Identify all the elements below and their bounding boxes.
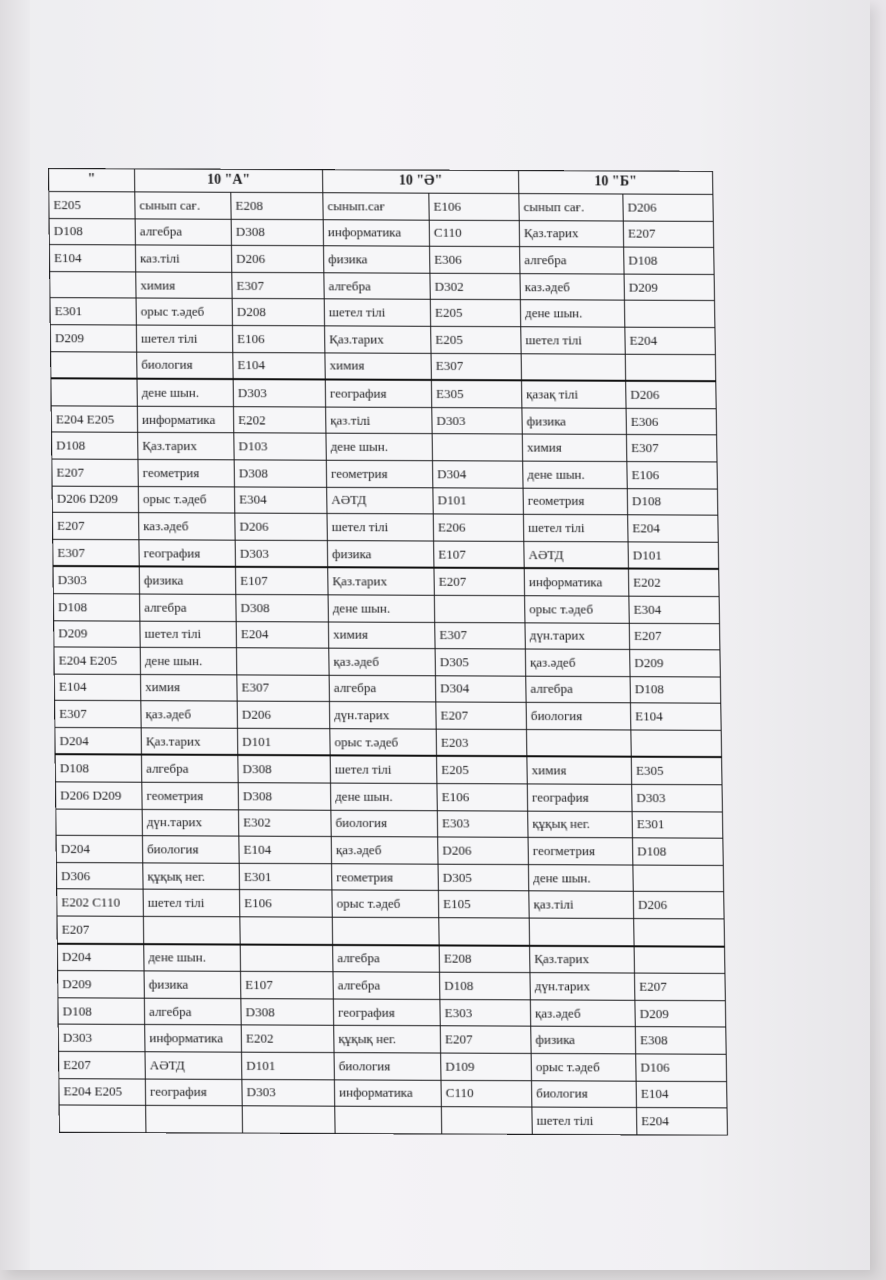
cell-10ae-room: E105 xyxy=(438,891,529,918)
table-row xyxy=(50,325,715,355)
cell-10a-subject: дүн.тарих xyxy=(142,809,239,836)
cell-10b-subject xyxy=(529,918,634,946)
paper-fold-shadow xyxy=(0,0,30,1270)
cell-10a-room: D308 xyxy=(241,998,334,1025)
cell-10a-subject: Қаз.тарих xyxy=(138,433,234,460)
cell-10b-room: D209 xyxy=(635,1000,726,1027)
table-row xyxy=(54,620,720,650)
table-row xyxy=(51,406,716,436)
table-row xyxy=(58,998,726,1028)
cell-10a-room: D206 xyxy=(235,513,328,540)
cell-10ae-room xyxy=(434,595,525,622)
cell-10b-room: E204 xyxy=(625,327,716,354)
cell-10b-room: E207 xyxy=(629,623,720,650)
cell-10b-room: E104 xyxy=(630,703,721,730)
cell-10b-subject: орыс т.әдеб xyxy=(531,1053,636,1080)
cell-10ae-subject: шетел тілі xyxy=(327,514,434,541)
cell-10b-subject: геогметрия xyxy=(528,838,633,865)
cell-10a-subject: информатика xyxy=(145,1025,242,1052)
table-row xyxy=(59,1105,727,1135)
cell-prev-room: D108 xyxy=(58,998,145,1025)
cell-10ae-subject: сынып.сағ xyxy=(323,193,429,220)
cell-prev-room: E204 E205 xyxy=(54,647,141,674)
cell-10b-subject: химия xyxy=(527,757,632,785)
cell-10ae-subject: дене шын. xyxy=(328,595,435,622)
cell-10ae-room: E106 xyxy=(437,784,528,811)
cell-10b-subject: АӘТД xyxy=(524,541,629,569)
table-row xyxy=(55,755,722,785)
cell-10a-subject: алгебра xyxy=(135,218,231,245)
cell-10b-room: E301 xyxy=(632,811,723,838)
cell-10a-room: D303 xyxy=(242,1079,335,1106)
cell-10ae-subject: құқық нег. xyxy=(334,1026,441,1053)
cell-10b-subject: химия xyxy=(522,434,627,461)
cell-10ae-subject: география xyxy=(333,999,440,1026)
cell-10a-room: E202 xyxy=(241,1025,334,1052)
cell-10a-subject: Қаз.тарих xyxy=(141,728,238,756)
cell-10a-room: D208 xyxy=(232,299,324,326)
cell-10a-room: D308 xyxy=(238,783,331,810)
cell-10a-subject: геометрия xyxy=(138,459,235,486)
table-row xyxy=(51,432,717,462)
cell-10ae-room: E306 xyxy=(430,246,520,273)
cell-10ae-subject: Қаз.тарих xyxy=(328,568,435,596)
cell-10a-subject: орыс т.әдеб xyxy=(138,486,235,513)
cell-10ae-subject: алгебра xyxy=(333,972,440,999)
cell-10b-subject: қаз.әдеб xyxy=(530,1000,635,1027)
cell-10b-room: E204 xyxy=(628,515,719,542)
cell-10ae-subject: химия xyxy=(325,352,431,380)
cell-10a-room: E307 xyxy=(232,272,324,299)
cell-10a-room: E208 xyxy=(231,192,323,219)
cell-10a-subject: орыс т.әдеб xyxy=(136,298,232,325)
cell-10b-subject: шетел тілі xyxy=(521,327,626,354)
cell-10b-subject: каз.әдеб xyxy=(520,273,624,300)
cell-10b-room: D108 xyxy=(632,838,723,865)
table-row xyxy=(56,836,723,866)
cell-10ae-room: E206 xyxy=(433,514,524,541)
cell-10b-subject: қаз.тілі xyxy=(529,891,634,918)
cell-prev-room: D204 xyxy=(55,727,142,755)
cell-10ae-subject: дүн.тарих xyxy=(329,702,436,729)
cell-10a-subject: география xyxy=(145,1079,242,1106)
cell-10a-room: E104 xyxy=(233,352,325,380)
cell-10a-room: D308 xyxy=(238,755,331,783)
cell-10b-subject: дүн.тарих xyxy=(525,622,630,649)
table-row xyxy=(59,1051,727,1081)
cell-10a-room xyxy=(240,944,333,972)
cell-prev-room xyxy=(59,1105,146,1132)
table-row xyxy=(55,727,722,757)
cell-10b-room: D209 xyxy=(624,274,714,301)
cell-10ae-subject: қаз.тілі xyxy=(326,407,433,434)
cell-10a-room xyxy=(236,648,329,675)
cell-10b-subject: Қаз.тарих xyxy=(519,220,623,247)
cell-10a-room: D101 xyxy=(242,1052,335,1079)
cell-10a-room: E106 xyxy=(232,325,324,352)
cell-10a-subject: дене шын. xyxy=(144,944,241,972)
cell-10ae-subject xyxy=(332,917,439,945)
header-class-10b: 10 "Б" xyxy=(519,171,713,195)
cell-10b-subject: сынып сағ. xyxy=(519,194,623,221)
cell-10ae-room: E205 xyxy=(437,756,528,784)
cell-10ae-room: D305 xyxy=(438,864,529,891)
cell-10b-room: D108 xyxy=(624,247,714,274)
cell-10b-subject: Қаз.тарих xyxy=(530,945,635,973)
cell-prev-room xyxy=(56,809,143,836)
table-row xyxy=(58,971,726,1001)
cell-10ae-room: D101 xyxy=(433,487,524,514)
cell-10b-room xyxy=(633,865,724,892)
cell-10ae-room: E106 xyxy=(429,193,519,220)
cell-prev-room: E207 xyxy=(59,1051,146,1078)
cell-10a-subject: информатика xyxy=(137,406,233,433)
cell-10ae-room: E303 xyxy=(440,999,531,1026)
cell-10a-subject: дене шын. xyxy=(137,379,233,407)
cell-10ae-room: D305 xyxy=(435,649,526,676)
cell-prev-room: D108 xyxy=(55,755,142,783)
cell-10b-subject: дүн.тарих xyxy=(530,973,635,1000)
cell-10b-room: D206 xyxy=(633,892,724,919)
table-row xyxy=(58,1024,726,1054)
table-row xyxy=(55,782,722,812)
cell-prev-room xyxy=(51,351,137,379)
table-row xyxy=(53,539,719,569)
cell-10a-subject: сынып сағ. xyxy=(135,192,231,219)
cell-prev-room: E307 xyxy=(53,539,140,567)
cell-10a-room: E107 xyxy=(241,972,334,999)
cell-10a-subject: биология xyxy=(137,352,233,380)
table-row xyxy=(49,245,714,275)
cell-10ae-subject: физика xyxy=(327,540,434,568)
table-row xyxy=(53,566,719,596)
cell-10b-subject: физика xyxy=(522,408,627,435)
cell-10b-room: E104 xyxy=(636,1081,727,1108)
cell-10a-subject xyxy=(143,916,240,944)
cell-10a-room xyxy=(242,1106,335,1133)
cell-10ae-subject: шетел тілі xyxy=(324,299,430,326)
cell-10a-subject: алгебра xyxy=(140,594,237,621)
cell-10ae-subject: алгебра xyxy=(324,273,430,300)
cell-10a-subject: география xyxy=(139,539,236,567)
table-row xyxy=(49,218,714,248)
table-row xyxy=(51,378,716,408)
cell-10ae-room: D303 xyxy=(432,407,523,434)
cell-10a-subject: каз.тілі xyxy=(135,245,231,272)
cell-10ae-subject: алгебра xyxy=(333,945,440,973)
cell-prev-room: D206 D209 xyxy=(52,486,138,513)
cell-10b-room: E207 xyxy=(623,221,713,248)
cell-10a-room: E106 xyxy=(240,890,333,917)
cell-prev-room: D108 xyxy=(51,432,137,459)
table-row xyxy=(57,889,724,919)
cell-10ae-subject: орыс т.әдеб xyxy=(332,890,439,917)
cell-10a-subject: алгебра xyxy=(141,755,238,783)
cell-10b-room xyxy=(634,919,725,947)
table-row xyxy=(56,862,723,892)
cell-10b-room: E106 xyxy=(627,461,718,488)
table-row xyxy=(59,1078,727,1108)
cell-10ae-subject: геометрия xyxy=(332,864,439,891)
cell-prev-room: E307 xyxy=(55,701,142,728)
cell-prev-room: E104 xyxy=(49,245,135,272)
cell-10a-subject: құқық нег. xyxy=(143,863,240,890)
cell-10ae-room xyxy=(439,918,530,946)
header-cell-prev: " xyxy=(49,169,135,192)
cell-prev-room xyxy=(50,271,136,298)
cell-10a-subject: каз.әдеб xyxy=(139,513,236,540)
cell-10a-subject: биология xyxy=(142,836,239,863)
cell-10ae-room: D302 xyxy=(430,273,520,300)
cell-10ae-room: E208 xyxy=(439,945,530,973)
cell-prev-room: D209 xyxy=(50,325,136,352)
cell-10b-room xyxy=(631,730,722,758)
cell-10ae-subject: шетел тілі xyxy=(330,756,437,784)
cell-10b-room xyxy=(624,300,714,327)
cell-10a-subject: шетел тілі xyxy=(136,325,232,352)
cell-10ae-subject: алгебра xyxy=(329,675,436,702)
table-row xyxy=(50,298,715,328)
cell-prev-room: E301 xyxy=(50,298,136,325)
cell-10ae-room: E205 xyxy=(430,300,520,327)
cell-10ae-room: E207 xyxy=(434,568,525,596)
cell-10b-subject: геометрия xyxy=(523,488,628,515)
cell-10a-subject: физика xyxy=(139,567,236,595)
cell-10a-subject xyxy=(146,1106,243,1133)
cell-10ae-room: C110 xyxy=(429,220,519,247)
cell-10a-subject: шетел тілі xyxy=(143,890,240,917)
table-row xyxy=(54,674,721,704)
cell-prev-room: D108 xyxy=(49,218,135,245)
cell-10a-subject: қаз.әдеб xyxy=(141,701,238,728)
cell-10a-room: E204 xyxy=(236,621,329,648)
cell-10ae-subject: биология xyxy=(334,1053,441,1080)
cell-10b-subject: дене шын. xyxy=(520,300,624,327)
table-row xyxy=(52,486,718,516)
cell-10a-room: E304 xyxy=(234,486,327,513)
cell-prev-room: E207 xyxy=(52,459,138,486)
cell-10ae-room: D304 xyxy=(432,461,523,488)
cell-10a-subject: АӘТД xyxy=(145,1052,242,1079)
cell-prev-room xyxy=(51,378,137,406)
cell-prev-room: D209 xyxy=(54,620,141,647)
cell-10ae-room: D304 xyxy=(435,675,526,702)
cell-10b-room: D108 xyxy=(630,676,721,703)
cell-10a-room: E202 xyxy=(233,406,325,433)
cell-10ae-subject: геометрия xyxy=(326,460,433,487)
cell-prev-room: D303 xyxy=(58,1024,145,1051)
cell-10b-room xyxy=(634,946,725,974)
cell-10a-room: E104 xyxy=(239,836,332,863)
cell-10b-room: D106 xyxy=(636,1054,727,1081)
cell-10b-room: D101 xyxy=(628,542,719,570)
cell-10b-subject: құқық нег. xyxy=(528,811,633,838)
cell-prev-room: E204 E205 xyxy=(51,406,137,433)
cell-10b-subject: қаз.әдеб xyxy=(525,649,630,676)
cell-10b-subject: орыс т.әдеб xyxy=(525,596,630,623)
cell-10a-room: E107 xyxy=(235,567,328,595)
table-row xyxy=(49,192,714,222)
header-class-10a: 10 "А" xyxy=(135,169,323,193)
cell-10a-room: D303 xyxy=(233,379,325,407)
cell-10ae-room: E205 xyxy=(431,326,521,353)
cell-10b-room: E304 xyxy=(629,596,720,623)
cell-10b-room: D209 xyxy=(630,650,721,677)
table-row xyxy=(52,512,718,542)
table-row xyxy=(54,647,720,677)
cell-prev-room: D204 xyxy=(56,836,143,863)
cell-10a-room xyxy=(240,917,333,945)
cell-10ae-room: D206 xyxy=(438,837,529,864)
cell-10ae-subject: география xyxy=(325,380,432,408)
cell-10b-room: D206 xyxy=(626,381,717,409)
table-row xyxy=(52,459,718,489)
cell-10ae-room xyxy=(441,1107,532,1134)
cell-10ae-room: E305 xyxy=(431,380,522,408)
cell-10b-room: E207 xyxy=(635,973,726,1000)
cell-10a-room: D308 xyxy=(231,219,323,246)
table-row xyxy=(57,943,725,973)
cell-10ae-room: D109 xyxy=(441,1053,532,1080)
cell-10a-subject: геометрия xyxy=(142,782,239,809)
cell-10a-room: D101 xyxy=(237,728,330,756)
cell-prev-room: D303 xyxy=(53,566,140,594)
header-class-10ae: 10 "Ә" xyxy=(323,170,519,194)
cell-10b-room: D108 xyxy=(627,488,718,515)
cell-10b-subject: алгебра xyxy=(520,247,624,274)
cell-prev-room: E207 xyxy=(57,916,144,944)
cell-10b-room: E306 xyxy=(626,408,717,435)
cell-prev-room: D206 D209 xyxy=(55,782,142,809)
cell-10ae-subject: информатика xyxy=(323,219,429,246)
cell-prev-room: E205 xyxy=(49,192,135,219)
cell-10a-subject: физика xyxy=(144,971,241,998)
cell-10ae-room: E207 xyxy=(436,702,527,729)
timetable-body xyxy=(49,192,728,1135)
cell-10ae-room: E203 xyxy=(436,729,527,757)
cell-10b-subject xyxy=(527,729,632,757)
cell-10ae-room: E303 xyxy=(437,810,528,837)
table-row xyxy=(53,594,719,624)
cell-10a-room: D206 xyxy=(231,246,323,273)
cell-10ae-subject: дене шын. xyxy=(326,433,433,460)
cell-prev-room: D204 xyxy=(57,943,144,971)
cell-10a-subject: дене шын. xyxy=(140,647,237,674)
cell-10b-room: D303 xyxy=(632,784,723,811)
cell-10ae-room: D108 xyxy=(440,972,531,999)
timetable-wrapper xyxy=(48,168,723,1135)
cell-10b-room: E308 xyxy=(635,1027,726,1054)
cell-10a-room: D303 xyxy=(235,540,328,568)
cell-10a-room: D206 xyxy=(237,701,330,728)
cell-10ae-subject: химия xyxy=(328,621,435,648)
cell-10ae-room: E207 xyxy=(440,1026,531,1053)
cell-10b-subject xyxy=(521,353,626,381)
table-row xyxy=(56,809,723,839)
cell-10b-room: E305 xyxy=(631,757,722,785)
cell-10b-subject: биология xyxy=(526,703,631,730)
table-row xyxy=(57,916,725,946)
cell-10b-room: E204 xyxy=(637,1108,728,1135)
cell-10b-room: E202 xyxy=(628,569,719,597)
cell-10b-subject: қазақ тілі xyxy=(522,380,627,408)
cell-10ae-subject: қаз.әдеб xyxy=(329,648,436,675)
cell-prev-room: E202 C110 xyxy=(57,889,144,916)
cell-prev-room: D108 xyxy=(53,594,140,621)
cell-10ae-subject: қаз.әдеб xyxy=(331,837,438,864)
cell-10a-subject: алгебра xyxy=(144,998,241,1025)
cell-prev-room: D209 xyxy=(58,971,145,998)
cell-10b-subject: физика xyxy=(531,1027,636,1054)
cell-10a-subject: химия xyxy=(141,674,238,701)
cell-10b-subject: биология xyxy=(532,1080,637,1107)
cell-10b-subject: дене шын. xyxy=(523,461,628,488)
cell-10a-room: D103 xyxy=(234,433,327,460)
cell-10a-subject: химия xyxy=(136,272,232,299)
cell-10ae-room: E107 xyxy=(434,541,525,569)
cell-10b-room: D206 xyxy=(623,194,713,221)
cell-10ae-subject: АӘТД xyxy=(327,487,434,514)
cell-10a-room: D308 xyxy=(234,460,327,487)
cell-10ae-room: C110 xyxy=(441,1080,532,1107)
cell-prev-room: E207 xyxy=(52,512,139,539)
cell-prev-room: D306 xyxy=(56,862,143,889)
cell-10ae-subject xyxy=(335,1106,442,1133)
cell-10b-subject: алгебра xyxy=(526,676,631,703)
cell-prev-room: E104 xyxy=(54,674,141,701)
cell-10ae-subject: дене шын. xyxy=(331,783,438,810)
cell-10b-subject: география xyxy=(527,784,632,811)
cell-10b-subject: дене шын. xyxy=(528,864,633,891)
cell-10ae-room xyxy=(432,434,523,461)
cell-10b-subject: информатика xyxy=(524,568,629,596)
cell-10ae-subject: информатика xyxy=(334,1079,441,1106)
cell-10b-subject: шетел тілі xyxy=(523,514,628,541)
cell-10ae-room: E307 xyxy=(431,353,522,381)
timetable xyxy=(48,168,728,1136)
cell-10a-room: E307 xyxy=(237,675,330,702)
table-row xyxy=(51,351,716,381)
cell-10a-room: E302 xyxy=(238,810,331,837)
cell-10a-room: D308 xyxy=(236,594,329,621)
cell-10a-subject: шетел тілі xyxy=(140,621,237,648)
cell-10b-room xyxy=(625,354,716,382)
cell-10ae-subject: биология xyxy=(331,810,438,837)
cell-10b-subject: шетел тілі xyxy=(532,1107,637,1134)
cell-10ae-subject: орыс т.әдеб xyxy=(330,729,437,757)
header-row xyxy=(49,169,713,195)
cell-10ae-subject: физика xyxy=(324,246,430,273)
cell-prev-room: E204 E205 xyxy=(59,1078,146,1105)
cell-10ae-subject: Қаз.тарих xyxy=(325,326,431,353)
table-row xyxy=(50,271,715,301)
cell-10b-room: E307 xyxy=(626,435,717,462)
cell-10ae-room: E307 xyxy=(435,622,526,649)
cell-10a-room: E301 xyxy=(239,863,332,890)
table-row xyxy=(55,701,722,731)
